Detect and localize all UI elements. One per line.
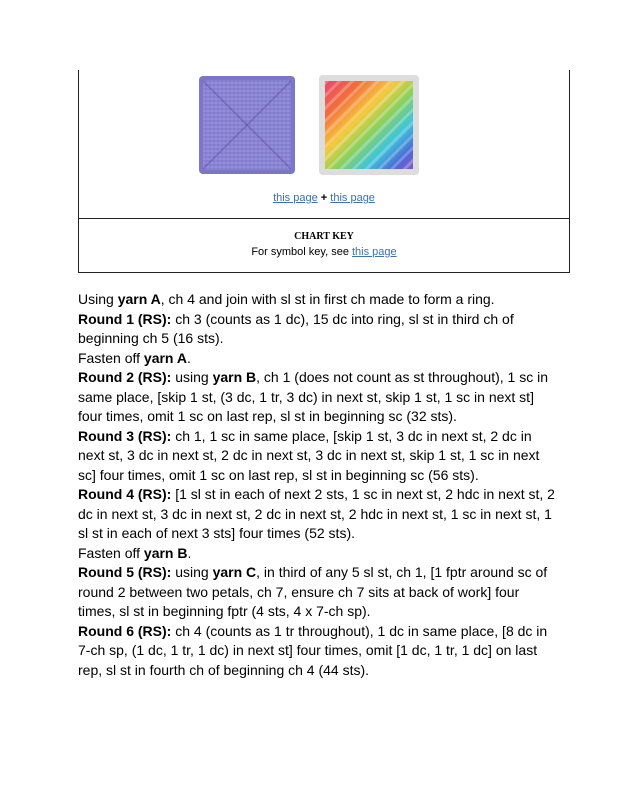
round-label: Round 3 (RS):	[78, 427, 172, 444]
chart-key-note	[79, 246, 569, 258]
text: ch 3 (counts as 1 dc), 15 dc into ring, sl st in third ch of beginning ch 5 (16 sts).	[78, 310, 514, 346]
page-links	[79, 192, 569, 204]
yarn-label: yarn B	[212, 369, 257, 385]
round-6	[78, 622, 558, 681]
round-label: Round 6 (RS):	[78, 622, 172, 639]
yarn-label: yarn A	[143, 349, 187, 366]
this-page-link-2[interactable]: this page	[330, 192, 375, 204]
chart-key-title: CHART KEY	[294, 231, 354, 242]
purple-square-image	[199, 76, 295, 174]
divider	[79, 218, 569, 219]
text: Fasten off	[78, 349, 144, 366]
text: , ch 1 (does not count as st throughout), 1 sc in same place, [skip 1 st, (3 dc, 1 tr, 3 dc) in next st, skip 1 st, 1 sc in next st] four times, omit 1 sc on last rep, sl st in beginning sc (32 sts).	[78, 369, 548, 424]
round-label: Round 1 (RS):	[78, 310, 172, 327]
text: .	[187, 544, 192, 561]
text: , ch 4 and join with sl st in first ch made to form a ring.	[160, 291, 495, 307]
text: Fasten off	[78, 544, 144, 561]
text: .	[186, 349, 191, 366]
text: [1 sl st in each of next 2 sts, 1 sc in next st, 2 hdc in next st, 2 dc in next st, 3 dc in next st, 2 dc in next st, 2 hdc in next st, 1 sc in next st, 1 sl st in each of next 3 sts] four times (52 sts).	[78, 486, 555, 541]
text: ch 1, 1 sc in same place, [skip 1 st, 3 dc in next st, 2 dc in next st, 3 dc in next st, 2 dc in next st, 3 dc in next st, skip 1 st, 1 sc in next sc] four times, omit 1 sc on last rep, sl st in beginning sc (56 sts).	[78, 427, 540, 483]
yarn-label: yarn B	[143, 544, 188, 561]
intro-paragraph	[78, 290, 558, 310]
chart-frame	[78, 70, 570, 273]
round-label: Round 4 (RS):	[78, 486, 172, 502]
plus-sign: +	[320, 192, 328, 204]
round-3	[78, 427, 558, 486]
this-page-link-1[interactable]: this page	[273, 192, 318, 204]
round-label: Round 2 (RS):	[78, 369, 172, 385]
text: Using	[78, 291, 118, 307]
text: ch 4 (counts as 1 tr throughout), 1 dc in same place, [8 dc in 7-ch sp, (1 dc, 1 tr, 1 dc) in next st] four times, omit [1 dc, 1 tr, 1 dc] on last rep, sl st in fourth ch of beginning ch 4 (44 sts).	[78, 622, 548, 678]
symbol-key-link[interactable]: this page	[352, 246, 397, 258]
round-1	[78, 310, 558, 349]
text: using	[171, 564, 213, 580]
text: using	[171, 369, 213, 385]
round-label: Round 5 (RS):	[78, 564, 172, 580]
yarn-label: yarn C	[212, 564, 257, 580]
yarn-label: yarn A	[117, 291, 161, 307]
chart-key-note-text: For symbol key, see	[251, 246, 352, 258]
fasten-off-a	[78, 349, 558, 369]
round-5	[78, 563, 558, 622]
fasten-off-b	[78, 544, 558, 564]
text: , in third of any 5 sl st, ch 1, [1 fptr around sc of round 2 between two petals, ch 7, ensure ch 7 sits at back of work] four times, sl st in beginning fptr (4 sts, 4 x 7-ch sp).	[78, 564, 548, 619]
round-4	[78, 485, 558, 544]
rainbow-square-image	[319, 75, 419, 175]
round-2	[78, 368, 558, 427]
pattern-instructions	[78, 290, 558, 680]
